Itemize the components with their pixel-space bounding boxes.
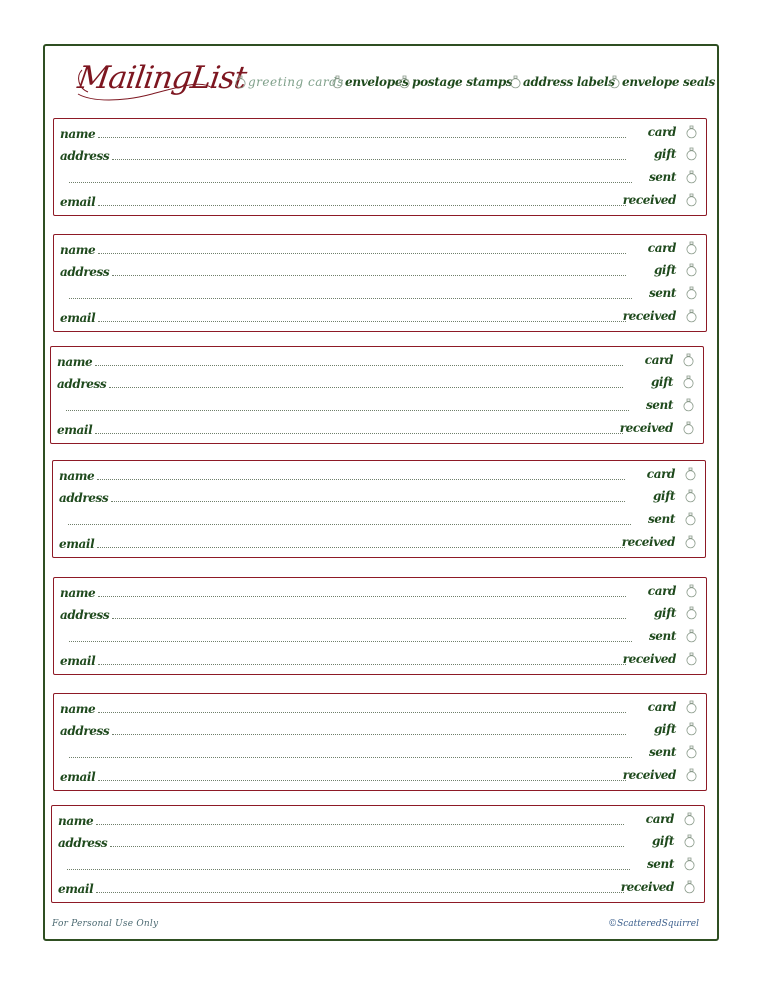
checklist-item[interactable] bbox=[399, 75, 512, 89]
status-received-checkbox-icon[interactable] bbox=[684, 880, 695, 894]
name-field[interactable] bbox=[58, 810, 628, 828]
email-field[interactable] bbox=[57, 419, 627, 437]
dotted-line bbox=[98, 204, 626, 206]
status-sent-checkbox-icon[interactable] bbox=[685, 512, 696, 526]
status-sent-label: sent bbox=[645, 398, 673, 412]
status-card-checkbox-icon[interactable] bbox=[686, 584, 697, 598]
status-received-checkbox-icon[interactable] bbox=[683, 421, 694, 435]
status-gift-checkbox-icon[interactable] bbox=[683, 375, 694, 389]
status-sent-checkbox-icon[interactable] bbox=[684, 857, 695, 871]
address-label: address bbox=[60, 608, 110, 622]
address-line-2-field[interactable] bbox=[60, 743, 636, 761]
address-label: address bbox=[58, 836, 108, 850]
email-label: email bbox=[60, 311, 96, 325]
dotted-line bbox=[67, 868, 630, 870]
status-gift-checkbox-icon[interactable] bbox=[686, 722, 697, 736]
status-sent-checkbox-icon[interactable] bbox=[686, 745, 697, 759]
status-received-label: received bbox=[619, 421, 673, 435]
dotted-line bbox=[112, 274, 626, 276]
email-field[interactable] bbox=[60, 650, 630, 668]
address-field[interactable] bbox=[60, 720, 630, 738]
name-label: name bbox=[57, 355, 93, 369]
ornament-bauble-icon[interactable] bbox=[332, 75, 343, 89]
status-card-label: card bbox=[644, 353, 673, 367]
status-card-label: card bbox=[647, 125, 676, 139]
dotted-line bbox=[66, 409, 629, 411]
name-field[interactable] bbox=[60, 698, 630, 716]
checklist-item-label: postage stamps bbox=[412, 75, 513, 89]
dotted-line bbox=[109, 386, 623, 388]
status-gift-checkbox-icon[interactable] bbox=[686, 263, 697, 277]
status-card-checkbox-icon[interactable] bbox=[686, 700, 697, 714]
status-sent-label: sent bbox=[646, 857, 674, 871]
status-sent-checkbox-icon[interactable] bbox=[686, 170, 697, 184]
status-gift-label: gift bbox=[653, 263, 676, 277]
dotted-line bbox=[69, 640, 632, 642]
address-field[interactable] bbox=[60, 604, 630, 622]
contact-entry bbox=[53, 577, 707, 675]
address-label: address bbox=[60, 265, 110, 279]
dotted-line bbox=[68, 523, 631, 525]
dotted-line bbox=[111, 500, 625, 502]
contact-entry bbox=[50, 346, 704, 444]
address-line-2-field[interactable] bbox=[60, 627, 636, 645]
dotted-line bbox=[95, 364, 623, 366]
status-received-label: received bbox=[620, 880, 674, 894]
dotted-line bbox=[98, 136, 626, 138]
name-field[interactable] bbox=[60, 582, 630, 600]
name-label: name bbox=[60, 586, 96, 600]
ornament-bauble-icon[interactable] bbox=[609, 75, 620, 89]
name-field[interactable] bbox=[60, 123, 630, 141]
dotted-line bbox=[69, 756, 632, 758]
email-field[interactable] bbox=[60, 191, 630, 209]
dotted-line bbox=[69, 181, 632, 183]
ornament-bauble-icon[interactable] bbox=[399, 75, 410, 89]
dotted-line bbox=[98, 320, 626, 322]
address-line-2-field[interactable] bbox=[57, 396, 633, 414]
dotted-line bbox=[98, 663, 626, 665]
dotted-line bbox=[69, 297, 632, 299]
checklist-item-label: address labels bbox=[523, 75, 615, 89]
checklist-item[interactable] bbox=[235, 75, 344, 89]
status-card-label: card bbox=[647, 241, 676, 255]
status-gift-label: gift bbox=[650, 375, 673, 389]
address-label: address bbox=[57, 377, 107, 391]
status-received-label: received bbox=[622, 652, 676, 666]
status-sent-label: sent bbox=[648, 286, 676, 300]
dotted-line bbox=[98, 252, 626, 254]
status-received-checkbox-icon[interactable] bbox=[686, 309, 697, 323]
address-label: address bbox=[59, 491, 109, 505]
name-field[interactable] bbox=[60, 239, 630, 257]
page-title: MailingList bbox=[75, 60, 249, 96]
dotted-line bbox=[110, 845, 624, 847]
dotted-line bbox=[96, 891, 624, 893]
dotted-line bbox=[95, 432, 623, 434]
dotted-line bbox=[112, 158, 626, 160]
email-label: email bbox=[60, 654, 96, 668]
ornament-bauble-icon[interactable] bbox=[510, 75, 521, 89]
address-label: address bbox=[60, 724, 110, 738]
email-field[interactable] bbox=[58, 878, 628, 896]
dotted-line bbox=[97, 546, 625, 548]
status-gift-label: gift bbox=[653, 606, 676, 620]
dotted-line bbox=[97, 478, 625, 480]
checklist-item-label: greeting cards bbox=[248, 75, 344, 89]
status-card-checkbox-icon[interactable] bbox=[683, 353, 694, 367]
status-sent-label: sent bbox=[648, 629, 676, 643]
contact-entry bbox=[53, 234, 707, 332]
status-sent-checkbox-icon[interactable] bbox=[686, 286, 697, 300]
status-gift-label: gift bbox=[651, 834, 674, 848]
status-gift-checkbox-icon[interactable] bbox=[686, 606, 697, 620]
dotted-line bbox=[112, 617, 626, 619]
status-card-label: card bbox=[647, 584, 676, 598]
email-label: email bbox=[58, 882, 94, 896]
status-received-label: received bbox=[622, 768, 676, 782]
email-label: email bbox=[60, 770, 96, 784]
email-label: email bbox=[59, 537, 95, 551]
contact-entry bbox=[53, 693, 707, 791]
footer-copyright: ©ScatteredSquirrel bbox=[608, 919, 699, 929]
checklist-item-label: envelope seals bbox=[622, 75, 716, 89]
dotted-line bbox=[98, 779, 626, 781]
checklist-item[interactable] bbox=[609, 75, 715, 89]
email-field[interactable] bbox=[59, 533, 629, 551]
dotted-line bbox=[112, 733, 626, 735]
address-field[interactable] bbox=[58, 832, 628, 850]
ornament-bauble-icon[interactable] bbox=[235, 75, 246, 89]
address-field[interactable] bbox=[59, 487, 629, 505]
status-card-checkbox-icon[interactable] bbox=[686, 241, 697, 255]
checklist-item[interactable] bbox=[510, 75, 615, 89]
status-card-label: card bbox=[645, 812, 674, 826]
status-card-label: card bbox=[646, 467, 675, 481]
status-sent-label: sent bbox=[648, 745, 676, 759]
name-label: name bbox=[58, 814, 94, 828]
address-line-2-field[interactable] bbox=[58, 855, 634, 873]
email-label: email bbox=[60, 195, 96, 209]
status-card-checkbox-icon[interactable] bbox=[685, 467, 696, 481]
dotted-line bbox=[98, 595, 626, 597]
address-field[interactable] bbox=[60, 145, 630, 163]
checklist-item-label: envelopes bbox=[345, 75, 409, 89]
name-label: name bbox=[60, 702, 96, 716]
status-card-label: card bbox=[647, 700, 676, 714]
status-gift-checkbox-icon[interactable] bbox=[686, 147, 697, 161]
status-received-checkbox-icon[interactable] bbox=[686, 768, 697, 782]
status-gift-label: gift bbox=[653, 722, 676, 736]
address-label: address bbox=[60, 149, 110, 163]
footer-personal-use: For Personal Use Only bbox=[52, 919, 159, 929]
address-field[interactable] bbox=[60, 261, 630, 279]
name-label: name bbox=[60, 243, 96, 257]
status-received-checkbox-icon[interactable] bbox=[686, 193, 697, 207]
checklist-item[interactable] bbox=[332, 75, 409, 89]
contact-entry bbox=[53, 118, 707, 216]
contact-entry bbox=[51, 805, 705, 903]
name-field[interactable] bbox=[59, 465, 629, 483]
status-received-checkbox-icon[interactable] bbox=[686, 652, 697, 666]
status-gift-label: gift bbox=[652, 489, 675, 503]
status-sent-checkbox-icon[interactable] bbox=[683, 398, 694, 412]
name-field[interactable] bbox=[57, 351, 627, 369]
email-field[interactable] bbox=[60, 307, 630, 325]
address-line-2-field[interactable] bbox=[60, 284, 636, 302]
dotted-line bbox=[98, 711, 626, 713]
status-gift-checkbox-icon[interactable] bbox=[684, 834, 695, 848]
status-card-checkbox-icon[interactable] bbox=[686, 125, 697, 139]
status-gift-label: gift bbox=[653, 147, 676, 161]
name-label: name bbox=[60, 127, 96, 141]
status-sent-label: sent bbox=[648, 170, 676, 184]
status-sent-checkbox-icon[interactable] bbox=[686, 629, 697, 643]
status-card-checkbox-icon[interactable] bbox=[684, 812, 695, 826]
dotted-line bbox=[96, 823, 624, 825]
status-received-label: received bbox=[622, 193, 676, 207]
status-received-label: received bbox=[621, 535, 675, 549]
status-gift-checkbox-icon[interactable] bbox=[685, 489, 696, 503]
name-label: name bbox=[59, 469, 95, 483]
address-line-2-field[interactable] bbox=[59, 510, 635, 528]
address-field[interactable] bbox=[57, 373, 627, 391]
contact-entry bbox=[52, 460, 706, 558]
status-received-label: received bbox=[622, 309, 676, 323]
email-label: email bbox=[57, 423, 93, 437]
email-field[interactable] bbox=[60, 766, 630, 784]
address-line-2-field[interactable] bbox=[60, 168, 636, 186]
status-sent-label: sent bbox=[647, 512, 675, 526]
status-received-checkbox-icon[interactable] bbox=[685, 535, 696, 549]
